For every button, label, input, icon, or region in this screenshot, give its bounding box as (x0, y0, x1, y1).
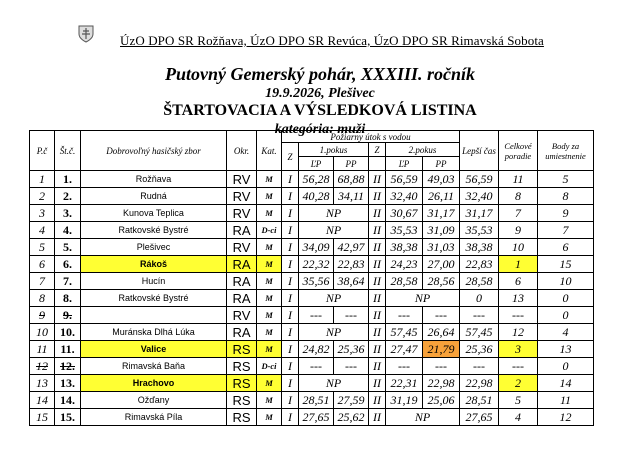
cell-kat: M (257, 273, 282, 290)
header-kat: Kat. (257, 131, 282, 171)
cell-kat: D-ci (257, 222, 282, 239)
header-pp2: PP (423, 157, 460, 171)
cell-best: 25,36 (460, 341, 499, 358)
cell-lp2: --- (386, 307, 423, 324)
header-points: Body za umiestnenie (538, 131, 594, 171)
table-row (30, 307, 594, 324)
cell-pc: 15 (30, 409, 55, 426)
cell-points: 15 (538, 256, 594, 273)
cell-best: 28,51 (460, 392, 499, 409)
results-body (30, 171, 594, 426)
cell-pp1: --- (334, 307, 369, 324)
cell-lp2: 28,58 (386, 273, 423, 290)
table-row (30, 290, 594, 307)
cell-rank: 8 (499, 188, 538, 205)
cell-points: 7 (538, 222, 594, 239)
cell-rank: 5 (499, 392, 538, 409)
cell-lp1: --- (299, 307, 334, 324)
cell-points: 11 (538, 392, 594, 409)
cell-rank: 6 (499, 273, 538, 290)
cell-try1-np: NP (299, 205, 369, 222)
cell-pp1: 68,88 (334, 171, 369, 188)
cell-pp2: 26,11 (423, 188, 460, 205)
cell-z2: II (369, 375, 386, 392)
cell-stc: 13. (55, 375, 81, 392)
cell-lp1: 24,82 (299, 341, 334, 358)
cell-pp1: --- (334, 358, 369, 375)
cell-lp2: --- (386, 358, 423, 375)
cell-stc: 12. (55, 358, 81, 375)
cell-okr: RA (227, 256, 257, 273)
cell-stc: 7. (55, 273, 81, 290)
cell-pc: 2 (30, 188, 55, 205)
cell-z1: I (282, 409, 299, 426)
cell-kat: M (257, 392, 282, 409)
cell-best: 22,98 (460, 375, 499, 392)
cell-kat: M (257, 409, 282, 426)
cell-z1: I (282, 256, 299, 273)
table-row (30, 358, 594, 375)
cell-z1: I (282, 273, 299, 290)
results-table (29, 130, 594, 426)
cell-stc: 5. (55, 239, 81, 256)
header-try1: 1.pokus (299, 143, 369, 157)
cell-best: 32,40 (460, 188, 499, 205)
cell-club: Rimavská Baňa (81, 358, 227, 375)
cell-kat: M (257, 188, 282, 205)
cell-pc: 6 (30, 256, 55, 273)
cell-pp1: 25,62 (334, 409, 369, 426)
cell-best: --- (460, 307, 499, 324)
cell-lp2: 22,31 (386, 375, 423, 392)
cell-points: 13 (538, 341, 594, 358)
cell-club: Muránska Dlhá Lúka (81, 324, 227, 341)
cell-best: 56,59 (460, 171, 499, 188)
header-best: Lepší čas (460, 131, 499, 171)
cell-z2: II (369, 290, 386, 307)
cell-club: Rudná (81, 188, 227, 205)
category: kategória: muži (274, 122, 366, 137)
cell-try2-np: NP (386, 409, 460, 426)
table-row (30, 188, 594, 205)
cell-okr: RV (227, 171, 257, 188)
cell-points: 8 (538, 188, 594, 205)
cell-club: Plešivec (81, 239, 227, 256)
cell-lp2: 35,53 (386, 222, 423, 239)
date-place: 19.9.2026, Plešivec (265, 86, 375, 101)
cell-okr: RV (227, 239, 257, 256)
cell-rank: 4 (499, 409, 538, 426)
cell-stc: 1. (55, 171, 81, 188)
cell-lp1: 28,51 (299, 392, 334, 409)
cell-pc: 12 (30, 358, 55, 375)
cell-try1-np: NP (299, 324, 369, 341)
cell-z2: II (369, 188, 386, 205)
cell-lp2: 32,40 (386, 188, 423, 205)
competition-title: Putovný Gemerský pohár, XXXIII. ročník (164, 64, 476, 84)
cell-pp1: 38,64 (334, 273, 369, 290)
cell-lp2: 27,47 (386, 341, 423, 358)
cell-z2: II (369, 273, 386, 290)
cell-kat: M (257, 256, 282, 273)
cell-pc: 1 (30, 171, 55, 188)
cell-kat: M (257, 324, 282, 341)
cell-pp1: 27,59 (334, 392, 369, 409)
cell-z1: I (282, 290, 299, 307)
cell-pc: 5 (30, 239, 55, 256)
header-z2: Z (369, 143, 386, 157)
cell-lp2: 38,38 (386, 239, 423, 256)
cell-pc: 13 (30, 375, 55, 392)
cell-okr: RS (227, 392, 257, 409)
cell-kat: D-ci (257, 358, 282, 375)
cell-lp1: 35,56 (299, 273, 334, 290)
cell-pp1: 34,11 (334, 188, 369, 205)
cell-club: Rimavská Píla (81, 409, 227, 426)
header-z2-blank (369, 157, 386, 171)
cell-stc: 2. (55, 188, 81, 205)
cell-z2: II (369, 307, 386, 324)
cell-lp2: 31,19 (386, 392, 423, 409)
cell-rank: 12 (499, 324, 538, 341)
cell-z1: I (282, 239, 299, 256)
cell-kat: M (257, 307, 282, 324)
cell-best: 31,17 (460, 205, 499, 222)
cell-okr: RV (227, 188, 257, 205)
cell-pc: 14 (30, 392, 55, 409)
header-lp2: ĽP (386, 157, 423, 171)
cell-club (81, 307, 227, 324)
cell-best: 38,38 (460, 239, 499, 256)
cell-club: Hrachovo (81, 375, 227, 392)
header-try2: 2.pokus (386, 143, 460, 157)
table-row (30, 324, 594, 341)
cell-club: Kunova Teplica (81, 205, 227, 222)
cell-pc: 9 (30, 307, 55, 324)
table-row (30, 273, 594, 290)
table-row (30, 171, 594, 188)
cell-pp2: --- (423, 307, 460, 324)
header-pc: P.č (30, 131, 55, 171)
cell-points: 4 (538, 324, 594, 341)
header-attack: Požiarny útok s vodou (282, 131, 460, 143)
cell-pp1: 22,83 (334, 256, 369, 273)
cell-pp2: --- (423, 358, 460, 375)
cell-pp2: 31,09 (423, 222, 460, 239)
cell-z2: II (369, 205, 386, 222)
cell-pp1: 42,97 (334, 239, 369, 256)
cell-pp2: 28,56 (423, 273, 460, 290)
cell-lp1: 40,28 (299, 188, 334, 205)
cell-best: 28,58 (460, 273, 499, 290)
cell-okr: RS (227, 358, 257, 375)
cell-z1: I (282, 205, 299, 222)
cell-z1: I (282, 188, 299, 205)
coat-of-arms-icon (78, 25, 94, 43)
cell-lp2: 57,45 (386, 324, 423, 341)
list-title: ŠTARTOVACIA A VÝSLEDKOVÁ LISTINA (163, 102, 477, 119)
cell-stc: 14. (55, 392, 81, 409)
cell-kat: M (257, 205, 282, 222)
header-pp1: PP (334, 157, 369, 171)
cell-z1: I (282, 324, 299, 341)
cell-club: Ratkovské Bystré (81, 290, 227, 307)
cell-rank: 10 (499, 239, 538, 256)
organizers-line: ÚzO DPO SR Rožňava, ÚzO DPO SR Revúca, ÚzO DPO SR Rimavská Sobota (120, 33, 544, 48)
cell-points: 0 (538, 290, 594, 307)
cell-club: Ožďany (81, 392, 227, 409)
cell-best: 0 (460, 290, 499, 307)
cell-okr: RA (227, 324, 257, 341)
cell-rank: --- (499, 358, 538, 375)
cell-pp2: 31,17 (423, 205, 460, 222)
cell-points: 6 (538, 239, 594, 256)
header-lp1: ĽP (299, 157, 334, 171)
cell-rank: 1 (499, 256, 538, 273)
cell-z2: II (369, 171, 386, 188)
cell-stc: 8. (55, 290, 81, 307)
table-row (30, 375, 594, 392)
cell-club: Rákoš (81, 256, 227, 273)
cell-club: Rožňava (81, 171, 227, 188)
cell-okr: RS (227, 409, 257, 426)
cell-rank: 11 (499, 171, 538, 188)
cell-stc: 3. (55, 205, 81, 222)
cell-rank: 2 (499, 375, 538, 392)
table-row (30, 256, 594, 273)
cell-okr: RV (227, 307, 257, 324)
cell-rank: 9 (499, 222, 538, 239)
cell-z1: I (282, 392, 299, 409)
cell-points: 0 (538, 307, 594, 324)
cell-stc: 9. (55, 307, 81, 324)
cell-z2: II (369, 358, 386, 375)
cell-best: 57,45 (460, 324, 499, 341)
cell-lp2: 24,23 (386, 256, 423, 273)
table-row (30, 222, 594, 239)
cell-z1: I (282, 341, 299, 358)
cell-pp2: 31,03 (423, 239, 460, 256)
cell-lp1: 22,32 (299, 256, 334, 273)
cell-try1-np: NP (299, 290, 369, 307)
cell-okr: RA (227, 290, 257, 307)
cell-rank: 13 (499, 290, 538, 307)
cell-club: Hucín (81, 273, 227, 290)
cell-z2: II (369, 324, 386, 341)
table-row (30, 341, 594, 358)
cell-z2: II (369, 239, 386, 256)
table-row (30, 239, 594, 256)
cell-pp1: 25,36 (334, 341, 369, 358)
cell-z1: I (282, 222, 299, 239)
cell-lp1: 56,28 (299, 171, 334, 188)
cell-try2-np: NP (386, 290, 460, 307)
cell-points: 10 (538, 273, 594, 290)
cell-rank: 7 (499, 205, 538, 222)
cell-z2: II (369, 256, 386, 273)
cell-rank: 3 (499, 341, 538, 358)
table-row (30, 409, 594, 426)
cell-pp2: 49,03 (423, 171, 460, 188)
table-row (30, 205, 594, 222)
table-row (30, 392, 594, 409)
cell-z2: II (369, 222, 386, 239)
cell-pp2: 22,98 (423, 375, 460, 392)
cell-z1: I (282, 375, 299, 392)
cell-z2: II (369, 392, 386, 409)
cell-best: 22,83 (460, 256, 499, 273)
cell-lp1: --- (299, 358, 334, 375)
cell-points: 12 (538, 409, 594, 426)
cell-pc: 11 (30, 341, 55, 358)
cell-lp1: 34,09 (299, 239, 334, 256)
cell-okr: RS (227, 375, 257, 392)
cell-lp1: 27,65 (299, 409, 334, 426)
cell-stc: 6. (55, 256, 81, 273)
cell-z2: II (369, 409, 386, 426)
cell-club: Ratkovské Bystré (81, 222, 227, 239)
cell-pp2: 27,00 (423, 256, 460, 273)
cell-z1: I (282, 358, 299, 375)
cell-okr: RA (227, 222, 257, 239)
cell-pp2: 25,06 (423, 392, 460, 409)
cell-okr: RS (227, 341, 257, 358)
cell-stc: 11. (55, 341, 81, 358)
cell-lp2: 56,59 (386, 171, 423, 188)
header-stc: Št.č. (55, 131, 81, 171)
cell-kat: M (257, 341, 282, 358)
cell-kat: M (257, 239, 282, 256)
cell-z1: I (282, 307, 299, 324)
cell-okr: RA (227, 273, 257, 290)
cell-kat: M (257, 290, 282, 307)
cell-try1-np: NP (299, 222, 369, 239)
cell-kat: M (257, 171, 282, 188)
cell-points: 0 (538, 358, 594, 375)
cell-stc: 10. (55, 324, 81, 341)
cell-points: 14 (538, 375, 594, 392)
cell-kat: M (257, 375, 282, 392)
header-z1: Z (282, 143, 299, 171)
cell-stc: 4. (55, 222, 81, 239)
cell-pp2: 26,64 (423, 324, 460, 341)
cell-rank: --- (499, 307, 538, 324)
cell-points: 5 (538, 171, 594, 188)
cell-pc: 8 (30, 290, 55, 307)
cell-z2: II (369, 341, 386, 358)
cell-stc: 15. (55, 409, 81, 426)
cell-best: 27,65 (460, 409, 499, 426)
header-okr: Okr. (227, 131, 257, 171)
document-header (0, 0, 640, 52)
cell-pp2: 21,79 (423, 341, 460, 358)
cell-pc: 4 (30, 222, 55, 239)
cell-pc: 10 (30, 324, 55, 341)
header-club: Dobrovoľný hasičský zbor (81, 131, 227, 171)
cell-okr: RV (227, 205, 257, 222)
cell-pc: 7 (30, 273, 55, 290)
cell-best: 35,53 (460, 222, 499, 239)
cell-lp2: 30,67 (386, 205, 423, 222)
header-overall: Celkové poradie (499, 131, 538, 171)
cell-pc: 3 (30, 205, 55, 222)
cell-z1: I (282, 171, 299, 188)
cell-club: Valice (81, 341, 227, 358)
cell-try1-np: NP (299, 375, 369, 392)
cell-points: 9 (538, 205, 594, 222)
cell-best: --- (460, 358, 499, 375)
